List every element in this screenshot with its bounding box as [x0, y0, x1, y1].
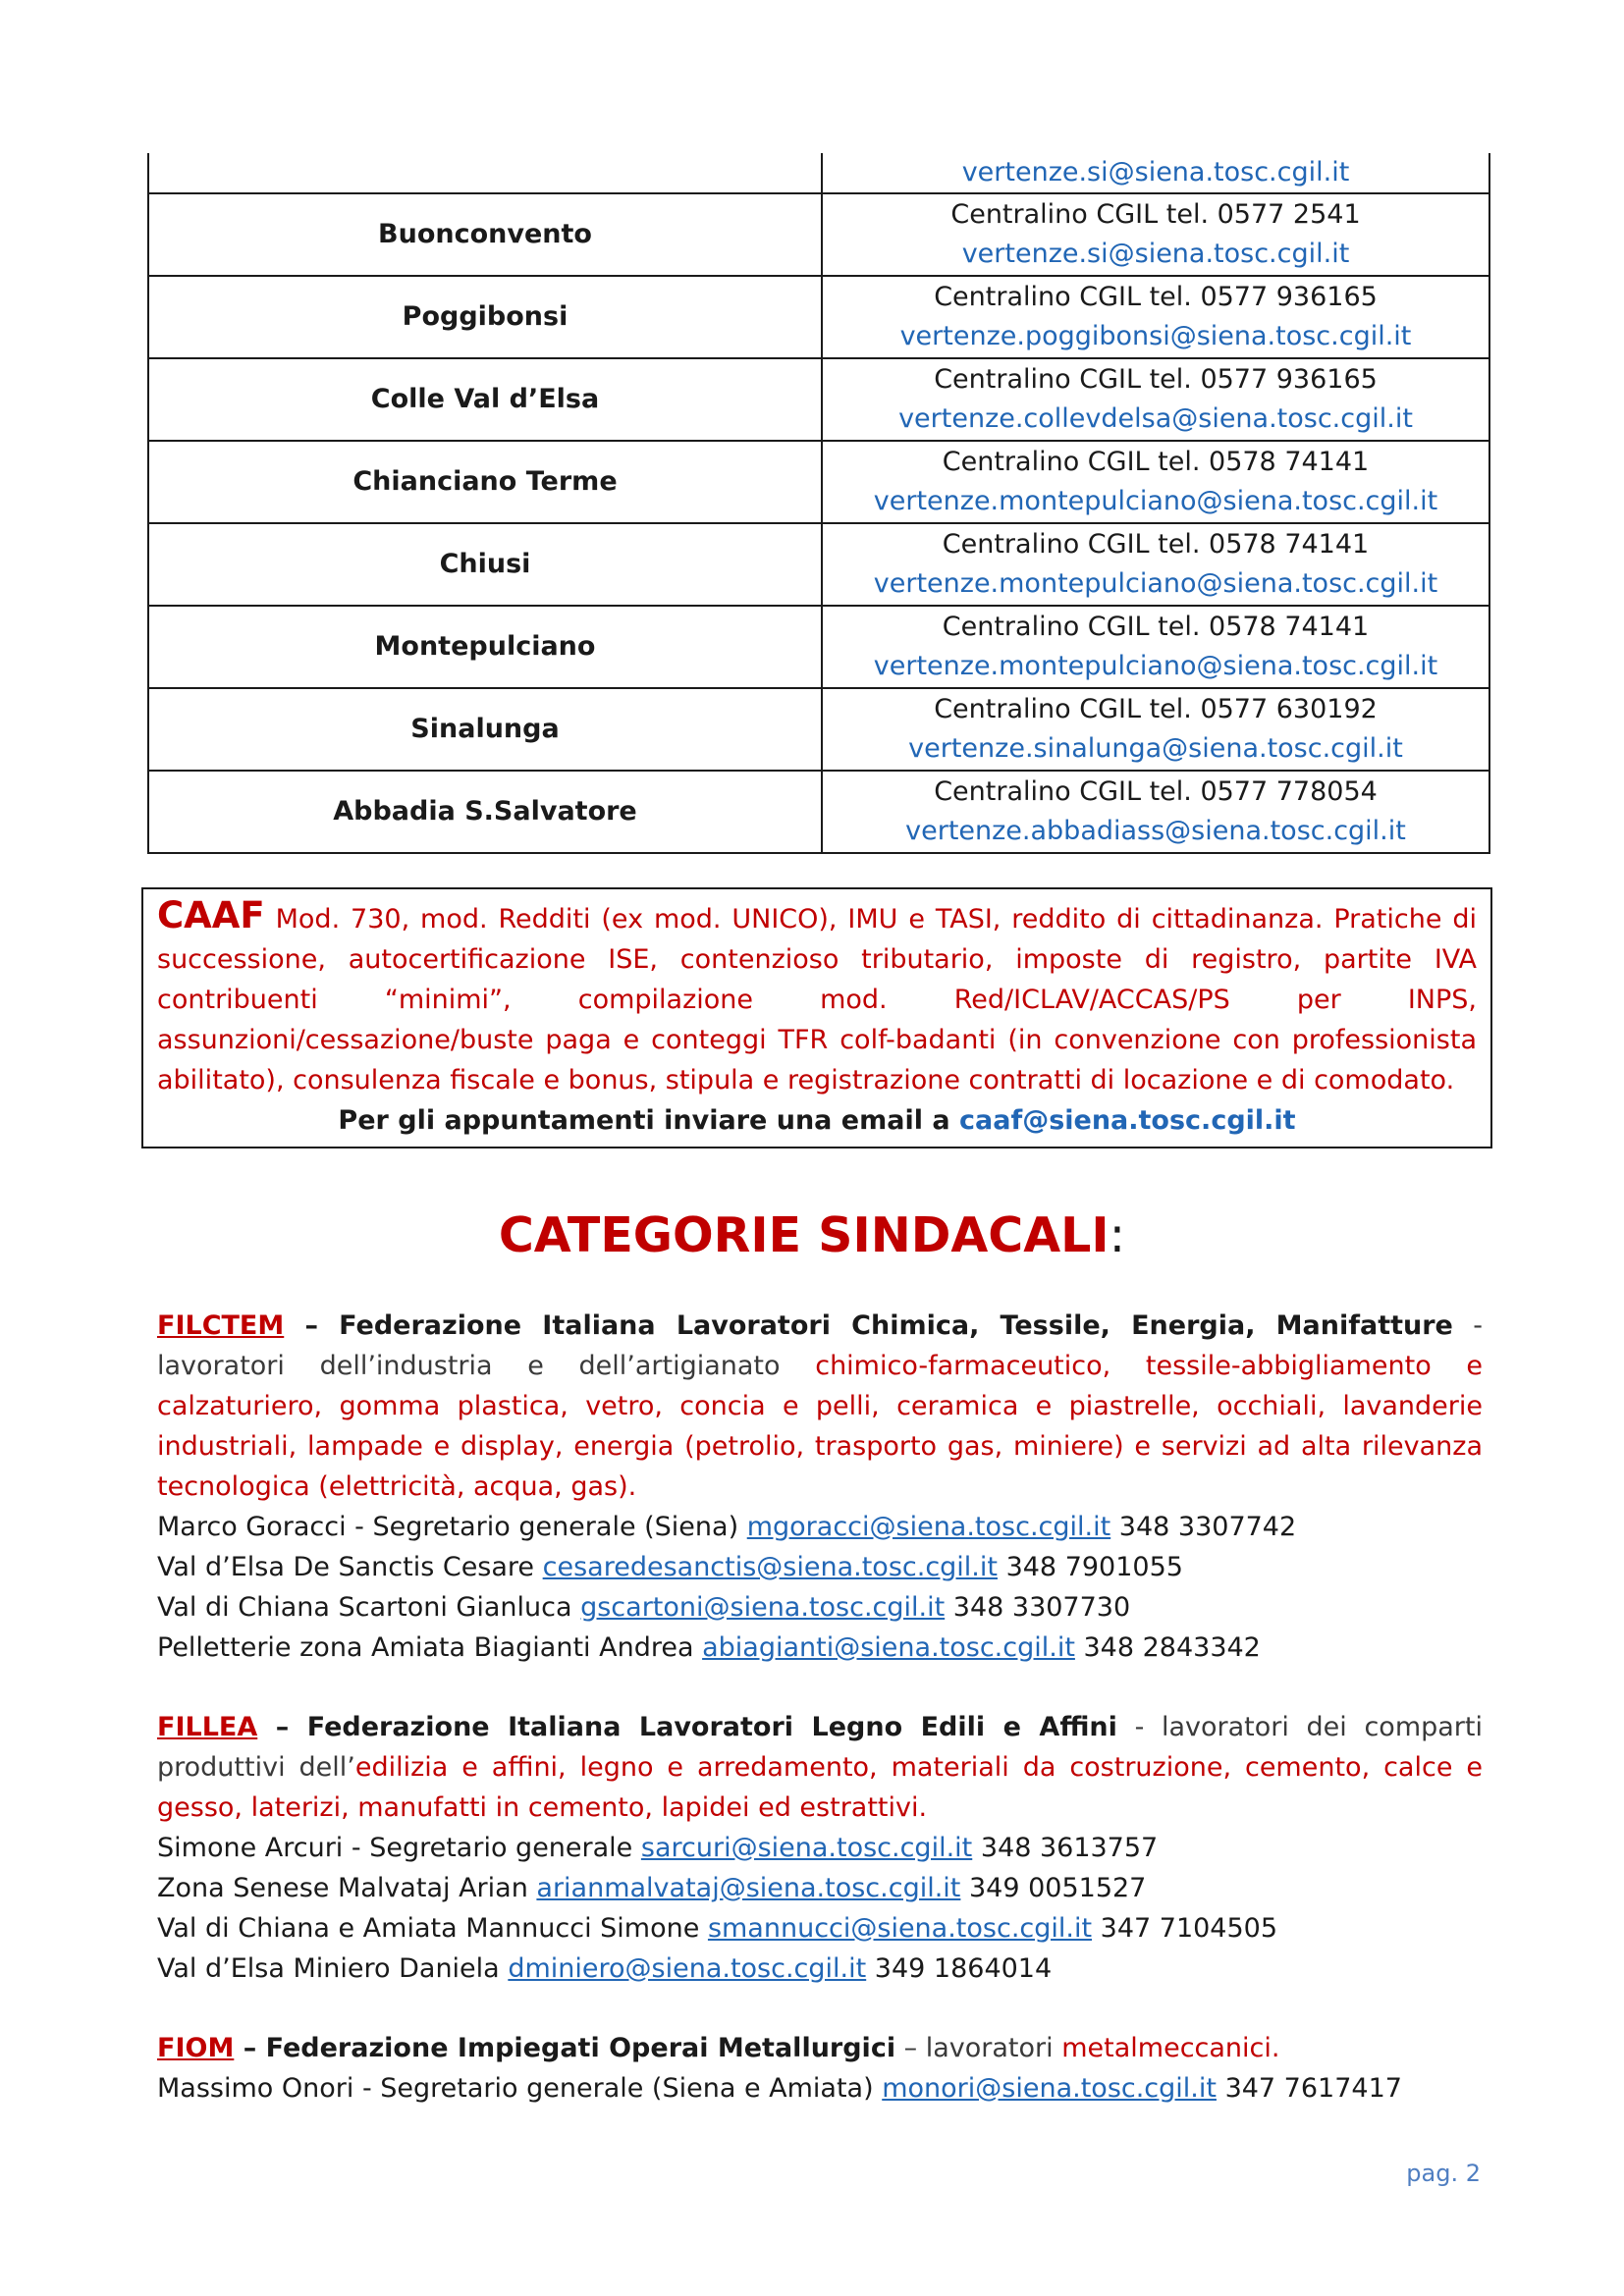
- office-contact-cell: [822, 358, 1489, 441]
- office-name: Sinalunga: [148, 688, 822, 771]
- contact-email-link[interactable]: mgoracci@siena.tosc.cgil.it: [746, 1512, 1111, 1542]
- office-email-link[interactable]: vertenze.montepulciano@siena.tosc.cgil.it: [873, 568, 1438, 599]
- contact-email-link[interactable]: gscartoni@siena.tosc.cgil.it: [580, 1592, 946, 1623]
- contact-email-link[interactable]: arianmalvataj@siena.tosc.cgil.it: [536, 1873, 961, 1903]
- fiom-full-name: Federazione Impiegati Operai Metallurgici: [265, 2033, 896, 2063]
- contact-phone: 347 7617417: [1224, 2073, 1402, 2104]
- caaf-description-text: Mod. 730, mod. Redditi (ex mod. UNICO), IMU e TASI, reddito di cittadinanza. Pratiche di successione, autocertificazione ISE, contenzioso tributario, imposte di registro, partite IVA contribuenti “minimi”, compilazione mod. Red/ICLAV/ACCAS/PS per INPS, assunzioni/cessazione/buste paga e conteggi TFR colf-badanti (in convenzione con professionista abilitato), consulenza fiscale e bonus, stipula e registrazione contratti di locazione e di comodato.: [157, 904, 1477, 1095]
- fillea-acronym: FILLEA: [157, 1712, 258, 1742]
- contact-line: [157, 1908, 1483, 1949]
- contact-label: Simone Arcuri - Segretario generale: [157, 1833, 633, 1863]
- contact-phone: 348 3307742: [1118, 1512, 1297, 1542]
- contact-line: [157, 1547, 1483, 1587]
- office-email-link[interactable]: vertenze.si@siena.tosc.cgil.it: [961, 239, 1350, 269]
- office-phone: Centralino CGIL tel. 0577 778054: [934, 776, 1378, 807]
- contact-email-link[interactable]: cesaredesanctis@siena.tosc.cgil.it: [542, 1552, 998, 1582]
- fiom-sectors: metalmeccanici.: [1061, 2033, 1280, 2063]
- office-phone: Centralino CGIL tel. 0577 936165: [934, 282, 1378, 312]
- caaf-title: CAAF: [157, 894, 265, 936]
- office-contact-cell: [822, 523, 1489, 606]
- contact-phone: 347 7104505: [1100, 1913, 1278, 1944]
- office-email-link[interactable]: vertenze.si@siena.tosc.cgil.it: [961, 157, 1350, 187]
- table-row: [148, 688, 1489, 771]
- contact-line: [157, 2068, 1483, 2109]
- fiom-intro: – lavoratori: [895, 2033, 1062, 2063]
- office-phone: Centralino CGIL tel. 0578 74141: [942, 612, 1370, 642]
- filctem-sectors: chimico-farmaceutico, tessile-abbigliamento e calzaturiero, gomma plastica, vetro, concia e pelli, ceramica e piastrelle, occhiali, lavanderie industriali, lampade e display, energia (petrolio, trasporto gas, miniere) e servizi ad alta rilevanza tecnologica (elettricità, acqua, gas).: [157, 1351, 1483, 1502]
- contact-label: Zona Senese Malvataj Arian: [157, 1873, 528, 1903]
- fillea-contacts: [157, 1828, 1483, 1989]
- fillea-full-name: Federazione Italiana Lavoratori Legno Edili e Affini: [306, 1712, 1117, 1742]
- contact-label: Pelletterie zona Amiata Biagianti Andrea: [157, 1632, 694, 1663]
- contact-email-link[interactable]: monori@siena.tosc.cgil.it: [882, 2073, 1217, 2104]
- contact-phone: 349 0051527: [969, 1873, 1147, 1903]
- table-row: [148, 153, 1489, 193]
- contact-line: [157, 1949, 1483, 1989]
- office-name: Abbadia S.Salvatore: [148, 771, 822, 853]
- office-email-link[interactable]: vertenze.montepulciano@siena.tosc.cgil.it: [873, 651, 1438, 681]
- categories-heading-text: CATEGORIE SINDACALI: [498, 1207, 1110, 1263]
- contact-phone: 348 3307730: [952, 1592, 1131, 1623]
- contact-label: Val di Chiana e Amiata Mannucci Simone: [157, 1913, 700, 1944]
- fiom-dash: –: [234, 2033, 266, 2063]
- contact-phone: 349 1864014: [874, 1953, 1053, 1984]
- office-email-link[interactable]: vertenze.poggibonsi@siena.tosc.cgil.it: [899, 321, 1412, 351]
- office-name: Chianciano Terme: [148, 441, 822, 523]
- contact-email-link[interactable]: sarcuri@siena.tosc.cgil.it: [640, 1833, 973, 1863]
- contact-line: [157, 1628, 1483, 1668]
- filctem-dash: –: [284, 1310, 340, 1341]
- contact-email-link[interactable]: smannucci@siena.tosc.cgil.it: [707, 1913, 1093, 1944]
- caaf-appointment-text: Per gli appuntamenti inviare una email a: [338, 1105, 950, 1136]
- contact-label: Val d’Elsa De Sanctis Cesare: [157, 1552, 535, 1582]
- contact-phone: 348 2843342: [1083, 1632, 1261, 1663]
- contact-line: [157, 1587, 1483, 1628]
- contact-label: Massimo Onori - Segretario generale (Siena e Amiata): [157, 2073, 874, 2104]
- fillea-section: [157, 1707, 1483, 1989]
- caaf-description: [157, 895, 1477, 1100]
- contact-label: Marco Goracci - Segretario generale (Siena): [157, 1512, 739, 1542]
- table-row: [148, 358, 1489, 441]
- table-row: [148, 193, 1489, 276]
- fiom-description: [157, 2028, 1483, 2068]
- caaf-box: [141, 887, 1492, 1148]
- fillea-dash: –: [257, 1712, 307, 1742]
- office-phone: Centralino CGIL tel. 0578 74141: [942, 447, 1370, 477]
- office-email-link[interactable]: vertenze.montepulciano@siena.tosc.cgil.it: [873, 486, 1438, 516]
- filctem-intro: - lavoratori dell’industria e dell’artigianato: [157, 1310, 1483, 1381]
- offices-table: [147, 153, 1490, 854]
- fiom-section: [157, 2028, 1483, 2109]
- table-row: [148, 441, 1489, 523]
- contact-line: [157, 1507, 1483, 1547]
- page-number: pag. 2: [1406, 2160, 1481, 2187]
- filctem-contacts: [157, 1507, 1483, 1668]
- office-contact-cell: [822, 276, 1489, 358]
- office-name: Buonconvento: [148, 193, 822, 276]
- office-phone: Centralino CGIL tel. 0577 2541: [950, 199, 1361, 230]
- contact-phone: 348 3613757: [980, 1833, 1159, 1863]
- contact-phone: 348 7901055: [1005, 1552, 1183, 1582]
- table-row: [148, 276, 1489, 358]
- filctem-section: [157, 1306, 1483, 1668]
- table-row: [148, 606, 1489, 688]
- contact-label: Val di Chiana Scartoni Gianluca: [157, 1592, 572, 1623]
- office-contact-cell: [822, 441, 1489, 523]
- office-name-cell: [148, 153, 822, 193]
- fillea-description: [157, 1707, 1483, 1828]
- office-name: Colle Val d’Elsa: [148, 358, 822, 441]
- categories-heading: [0, 1207, 1624, 1263]
- office-name: Montepulciano: [148, 606, 822, 688]
- office-phone: Centralino CGIL tel. 0577 630192: [934, 694, 1378, 724]
- office-contact-cell: [822, 606, 1489, 688]
- fillea-sectors: edilizia e affini, legno e arredamento, materiali da costruzione, cemento, calce e gesso, laterizi, manufatti in cemento, lapidei ed estrattivi.: [157, 1752, 1483, 1823]
- contact-line: [157, 1828, 1483, 1868]
- contact-email-link[interactable]: dminiero@siena.tosc.cgil.it: [508, 1953, 867, 1984]
- office-contact-cell: [822, 193, 1489, 276]
- table-row: [148, 523, 1489, 606]
- office-email-link[interactable]: vertenze.collevdelsa@siena.tosc.cgil.it: [898, 403, 1413, 434]
- contact-email-link[interactable]: abiagianti@siena.tosc.cgil.it: [702, 1632, 1075, 1663]
- office-phone: Centralino CGIL tel. 0577 936165: [934, 364, 1378, 395]
- office-email-link[interactable]: vertenze.sinalunga@siena.tosc.cgil.it: [908, 733, 1403, 764]
- fillea-intro: - lavoratori dei comparti produttivi dell’: [157, 1712, 1483, 1783]
- caaf-email-link[interactable]: caaf@siena.tosc.cgil.it: [959, 1105, 1296, 1136]
- filctem-full-name: Federazione Italiana Lavoratori Chimica, Tessile, Energia, Manifatture: [339, 1310, 1453, 1341]
- table-row: [148, 771, 1489, 853]
- office-email-link[interactable]: vertenze.abbadiass@siena.tosc.cgil.it: [905, 816, 1406, 846]
- office-contact-cell: [822, 771, 1489, 853]
- office-contact-cell: [822, 688, 1489, 771]
- categories-heading-colon: :: [1109, 1207, 1126, 1263]
- caaf-appointment: [157, 1100, 1477, 1141]
- office-name: Poggibonsi: [148, 276, 822, 358]
- contact-line: [157, 1868, 1483, 1908]
- contact-label: Val d’Elsa Miniero Daniela: [157, 1953, 500, 1984]
- filctem-description: [157, 1306, 1483, 1507]
- office-contact-cell: [822, 153, 1489, 193]
- office-name: Chiusi: [148, 523, 822, 606]
- filctem-acronym: FILCTEM: [157, 1310, 285, 1341]
- office-phone: Centralino CGIL tel. 0578 74141: [942, 529, 1370, 560]
- fiom-acronym: FIOM: [157, 2033, 235, 2063]
- fiom-contacts: [157, 2068, 1483, 2109]
